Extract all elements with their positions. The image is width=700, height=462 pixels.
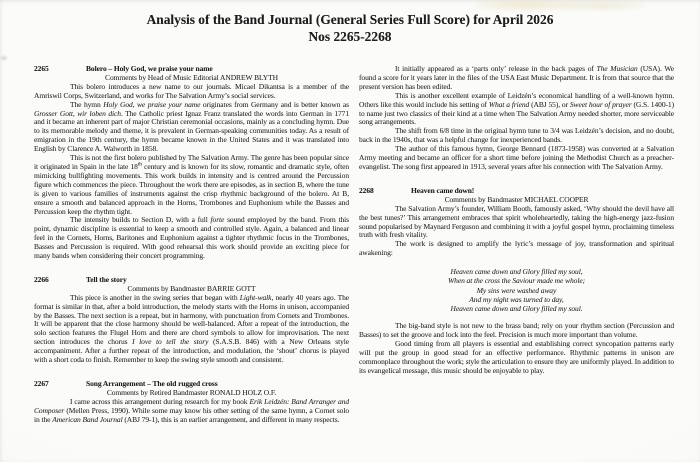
document-title bbox=[0, 12, 700, 45]
right-column bbox=[359, 65, 674, 425]
body-text: This piece is another in the swing series that began with bbox=[70, 292, 240, 302]
verse-line: When at the cross the Saviour made me whole; bbox=[447, 276, 585, 286]
body-text: The intensity builds to Section D, with a full bbox=[70, 215, 211, 225]
section-title: Song Arrangement – The old rugged cross bbox=[86, 379, 218, 388]
body-text: Good timing from all players is essential and establishing correct syncopation patterns early will put the group in good stead for an effective performance. Rhythmic patterns in unison are commonplace throughout the work; style the articulation to ensure they are uniformly played. In addition to its evangelical message, this music should be enjoyable to play. bbox=[359, 338, 674, 375]
body-text: The hymn bbox=[70, 99, 104, 109]
body-text: century and is known for its slow, romantic and dramatic style, often mimicking bullfighting movements. This work builds in intensity and is centred around the Percussion figure which commences the piece. Throughout the work there are episodes, as in section B, where the tune is given to various families of instruments against the crisp rhythmic background of the bolero. At B, ensure a smooth and balanced approach in the Horns, Trombones and Euphonium while the Basses and Percussion keep the rhythm tight. bbox=[34, 161, 349, 216]
body-text: (ABJ 79-1), this is an earlier arrangement, and different in many respects. bbox=[122, 414, 340, 424]
section-title: Bolero – Holy God, we praise your name bbox=[86, 64, 213, 73]
italic-text: forte bbox=[210, 215, 225, 225]
body-text: originates from Germany and is better known as bbox=[200, 99, 350, 109]
body-text: This is another excellent example of Leidzén’s economical handling of a well-known hymn. Others like this would include his setting of bbox=[359, 90, 674, 109]
comments-byline: Comments by Head of Music Editorial ANDREW BLYTH bbox=[105, 72, 278, 82]
paragraph bbox=[359, 340, 674, 376]
scan-bleedthrough-artifact bbox=[474, 0, 644, 12]
italic-text: I love to tell the story bbox=[132, 337, 209, 347]
paragraph bbox=[359, 240, 674, 258]
paragraph bbox=[34, 101, 349, 154]
body-text: This bolero introduces a new name to our journals. Micael Dikantsa is a member of the Amriswil Corps, Switzerland, and works for The Salvation Army’s social services. bbox=[34, 81, 349, 100]
paragraph bbox=[34, 83, 349, 101]
italic-text: What a friend bbox=[488, 99, 530, 109]
comments-byline: Comments by Retired Bandmaster RONALD HOLZ O.F. bbox=[106, 387, 277, 397]
document-title-line2: Nos 2265-2268 bbox=[308, 28, 392, 44]
body-text: (S.A.S.B. 846) with a New Orleans style accompaniment. After a further repeat of the introduction, and modulation, the ‘shout’ chorus is played with a short coda to finish. Remember to keep the swing style smooth and consistent. bbox=[34, 337, 349, 365]
italic-text: The Musician bbox=[596, 64, 638, 73]
section-number: 2268 bbox=[359, 185, 374, 195]
section-title: Tell the story bbox=[86, 274, 127, 284]
verse-line: Heaven came down and Glory filled my soul, bbox=[450, 267, 583, 277]
body-text: The work is designed to amplify the lyric’s message of joy, transformation and spiritual awakening: bbox=[359, 239, 674, 258]
body-text: It initially appeared as a ‘parts only’ release in the back pages of bbox=[395, 64, 597, 73]
verse-line: Heaven came down and Glory filled my soul. bbox=[450, 303, 583, 313]
left-column bbox=[34, 65, 349, 425]
italic-text: Sweet hour of prayer bbox=[569, 99, 632, 109]
superscript-text: th bbox=[137, 161, 142, 168]
body-text: (ABJ 55), or bbox=[529, 99, 570, 109]
body-text: sound employed by the band. From this point, dynamic discipline is essential to keep a smooth and controlled style. Again, a balanced and linear feel in the Cornets, Horns, Baritones and Euphonium against a tighter rhythmic focus in the Trombones, Basses and Percussion is required. With good rehearsal this work should provide an exciting piece for many bands when considering their concert programming. bbox=[34, 215, 349, 261]
body-text: . The Catholic priest Ignaz Franz translated the words into German in 1771 and it became an inherent part of major Christian ceremonial occasions, mainly as a concluding hymn. Due to its memorable melody and theme, it is prevalent in German-speaking communities today. As a result of emigration in the 19th century, the hymn became known in the United States and it was translated into English by Clarence A. Walworth in 1858. bbox=[34, 108, 349, 154]
paragraph bbox=[34, 154, 349, 216]
two-column-body bbox=[34, 65, 674, 425]
hymn-verse bbox=[359, 267, 674, 313]
paragraph bbox=[359, 127, 674, 145]
body-text: The author of this famous hymn, George Bennard (1873-1958) was converted at a Salvation Army meeting and became an officer for a short time before joining the Methodist Church as a preacher-evangelist. The song first appeared in 1913, several years after his connection with The Salvation Army. bbox=[359, 144, 674, 171]
section-title: Heaven came down! bbox=[411, 185, 475, 195]
paragraph bbox=[34, 398, 349, 425]
italic-text: American Band Journal bbox=[52, 414, 123, 424]
paragraph bbox=[359, 92, 674, 128]
italic-text: Grosser Gott, wir loben dich bbox=[34, 108, 121, 118]
body-text: The Salvation Army’s founder, William Booth, famously asked, ‘Why should the devil have all the best tunes?’ This arrangement embraces that spirit wholeheartedly, taking the high-energy jazz-fusion sound popularised by Maynard Ferguson and combining it with a joyful gospel hymn, proclaiming timeless truth with fresh vitality. bbox=[359, 203, 674, 240]
italic-text: Holy God, we praise your name bbox=[103, 99, 201, 109]
italic-text: Light-walk bbox=[239, 292, 272, 302]
paragraph bbox=[34, 216, 349, 261]
italic-text: Erik Leidzén: Band Arranger and Composer bbox=[34, 396, 350, 415]
comments-byline: Comments by Bandmaster MICHAEL COOPER bbox=[444, 194, 589, 204]
paragraph bbox=[359, 145, 674, 172]
paragraph bbox=[359, 205, 674, 241]
comments-byline: Comments by Bandmaster BARRIE GOTT bbox=[127, 283, 256, 293]
paragraph bbox=[359, 65, 674, 92]
body-text: The big-band style is not new to the brass band; rely on your rhythm section (Percussion and Basses) to set the groove and lock into the feel. Precision is much more important than volume. bbox=[359, 321, 674, 340]
paragraph bbox=[34, 294, 349, 365]
body-text: (G.S. 1400-1) to name just two classics of their kind at a time when The Salvation Army needed shorter, more serviceable song arrangements. bbox=[359, 99, 674, 127]
verse-line: My sins were washed away bbox=[476, 285, 557, 295]
section-number: 2265 bbox=[34, 64, 49, 73]
body-text: I came across this arrangement during research for my book bbox=[70, 396, 250, 406]
section-number: 2266 bbox=[34, 274, 49, 284]
section-number: 2267 bbox=[34, 379, 49, 388]
document-title-line1: Analysis of the Band Journal (General Series Full Score) for April 2026 bbox=[146, 12, 554, 27]
paragraph bbox=[359, 322, 674, 340]
body-text: This is not the first bolero published by The Salvation Army. The genre has been popular since it originated in Spain in the late 18 bbox=[34, 153, 349, 171]
body-text: (Mellen Press, 1990). While some may know his other setting of the same hymn, a Cornet solo in the bbox=[34, 405, 349, 424]
scan-speck-artifact bbox=[1, 56, 7, 60]
verse-line: And my night was turned to day, bbox=[469, 294, 564, 304]
body-text: , nearly 40 years ago. The format is similar in that, after a bold introduction, the melody starts with the Horns in unison, accompanied by the Basses. The next section is a repeat, but in harmony, with punctuation from Cornets and Trombones. It will be apparent that the close harmony should be well-balanced. After a repeat of the introduction, the solo section features the Flugel Horn and there are chord symbols to allow for improvisation. The next section introduces the chorus bbox=[34, 292, 349, 347]
body-text: The shift from 6/8 time in the original hymn tune to 3/4 was Leidzén’s decision, and no doubt, back in the 1940s, that was a helpful change for inexperienced bands. bbox=[359, 126, 674, 145]
body-text: (USA). We found a score for it years later in the files of the USA East Music Department. It is from that source that the present version has been edited. bbox=[359, 64, 675, 91]
